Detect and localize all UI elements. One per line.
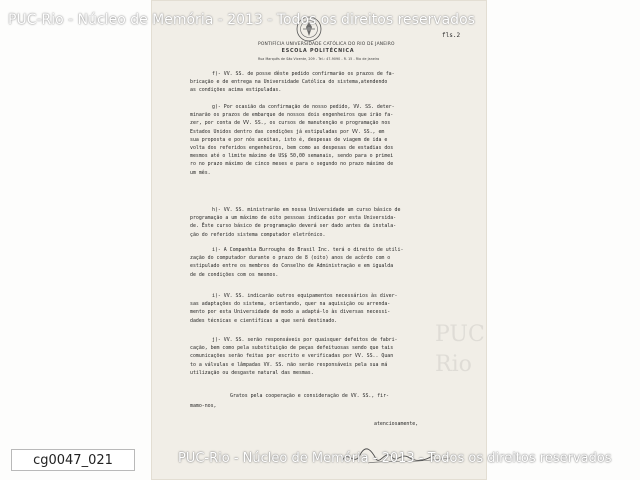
text-line: um mês.	[190, 169, 211, 176]
paragraph-f	[190, 70, 482, 95]
text-line: g)- Por ocasião da confirmação de nosso pedido, VV. SS. deter-	[212, 104, 395, 110]
closing-line-2: mamo-nos,	[190, 403, 217, 409]
text-line: f)- VV. SS. de posse dêste pedido confirmarão os prazos de fa-	[212, 71, 395, 77]
letterhead-school: ESCOLA POLITÉCNICA	[281, 49, 355, 54]
text-line: Estados Unidos dentro das condições já estipuladas por VV. SS., em	[190, 128, 385, 135]
text-line: mesmos até o limite máximo de US$ 50,00 semanais, sendo para o primei	[190, 153, 394, 160]
text-line: de. Êste curso básico de programação deverá ser dado antes da instala-	[190, 223, 397, 230]
text-line: h)- VV. SS. ministrarão em nossa Universidade um curso básico de	[212, 207, 401, 213]
watermark-bottom: PUC-Rio - Núcleo de Memória - 2013 - Todos os direitos reservados	[178, 451, 612, 466]
paragraph-j	[190, 336, 482, 377]
text-line: to a válvulas e lâmpadas VV. SS. não serão responsáveis pela sua má	[190, 361, 388, 368]
text-line: estipulado entre os membros do Conselho de Administração e em igualda	[190, 263, 394, 270]
text-line: cação, bem como pela substituição de peças defeituosas sendo que tais	[190, 345, 394, 352]
closing-salutation: atenciosamente,	[374, 421, 419, 427]
text-line: zer, por conta de VV. SS., os cursos de manutenção e programação nos	[190, 120, 391, 127]
letterhead-address: Rua Marquês de São Vicente, 209 - Tel.: 47-9090 - R. 15 - Rio de Janeiro	[258, 57, 380, 61]
text-line: zação do computador durante o prazo de 8 (oito) anos de acôrdo com o	[190, 255, 391, 262]
text-line: minarão os prazos de embarque de nossos dois engenheiros que irão fa-	[190, 112, 394, 119]
text-line: de de condições com os mesmos.	[190, 271, 279, 278]
letterhead-university: PONTIFÍCIA UNIVERSIDADE CATÓLICA DO RIO DE JANEIRO	[258, 42, 395, 47]
text-line: as condições acima estipuladas.	[190, 87, 282, 94]
image-id-label: cg0047_021	[11, 449, 135, 471]
page-number: fls.2	[442, 32, 461, 39]
text-line: sas adaptações do sistema, orientando, quer na aquisição ou arrenda-	[190, 301, 391, 308]
text-line: j)- VV. SS. serão responsáveis por quaisquer defeitos de fabri-	[212, 337, 398, 343]
page-ghost-mark: PUC Rio	[435, 322, 485, 377]
text-line: volta dos referidos engenheiros, bem como as despesas de estadias dos	[190, 144, 394, 151]
text-line: sua proposta e por nós aceitas, isto é, despesas de viagem de ida e	[190, 136, 388, 143]
text-line: i)- VV. SS. indicarão outros equipamentos necessários às diver-	[212, 293, 398, 299]
letterhead	[258, 42, 395, 62]
text-line: bricação e de entrega na Universidade Católica do sistema,atendendo	[190, 79, 388, 86]
text-line: i)- A Companhia Burroughs do Brasil Inc. terá o direito de utili-	[212, 247, 404, 253]
paragraph-h	[190, 206, 482, 239]
text-line: ção do referido sistema computador eletrônico.	[190, 231, 326, 238]
text-line: mento por esta Universidade de modo a adaptá-lo às diversas necessi-	[190, 309, 391, 316]
closing-line: Gratos pela cooperação e consideração de VV. SS., fir-	[230, 393, 389, 399]
text-line: ro no prazo máximo de cinco meses e para o segundo no prazo máximo de	[190, 161, 394, 168]
paragraph-i	[190, 246, 482, 279]
paragraph-i-equipment	[190, 292, 482, 325]
watermark-top: PUC-Rio - Núcleo de Memória - 2013 - Todos os direitos reservados	[8, 12, 475, 28]
text-line: comunicações serão feitas por escrito e verificadas por VV. SS.. Quan	[190, 353, 394, 360]
text-line: utilização ou desgaste natural das mesmas.	[190, 369, 314, 376]
text-line: dades técnicas e científicas a que será destinado.	[190, 317, 338, 324]
paragraph-g	[190, 103, 482, 177]
text-line: programação a um máximo de oito pessoas indicadas por esta Universida-	[190, 215, 397, 222]
